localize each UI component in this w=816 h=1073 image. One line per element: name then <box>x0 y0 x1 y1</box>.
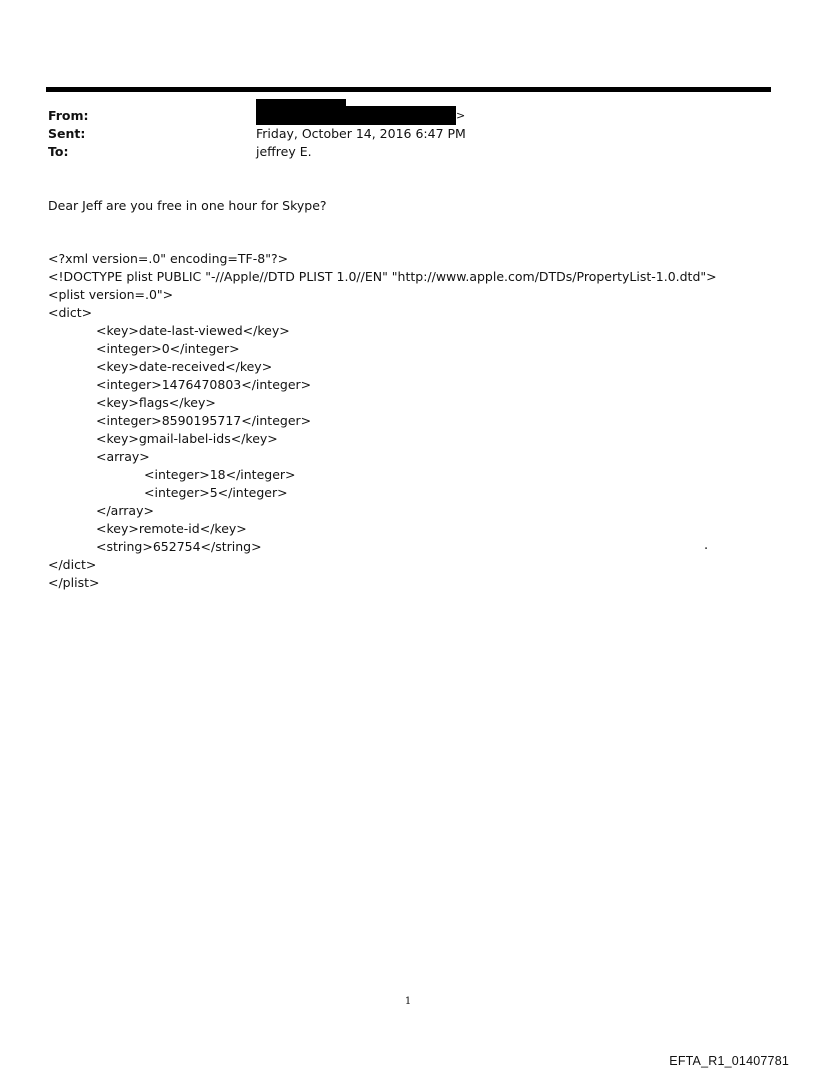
xml-line: <key>date-last-viewed</key> <box>96 323 290 338</box>
xml-line: </array> <box>96 503 154 518</box>
from-label: From: <box>48 108 89 123</box>
xml-line: <key>date-received</key> <box>96 359 273 374</box>
xml-line: <string>652754</string> <box>96 539 262 554</box>
to-value: jeffrey E. <box>256 144 312 159</box>
bates-number: EFTA_R1_01407781 <box>669 1054 789 1068</box>
header-rule <box>46 87 771 92</box>
xml-line: <integer>5</integer> <box>144 485 288 500</box>
sent-value: Friday, October 14, 2016 6:47 PM <box>256 126 466 141</box>
xml-line: <integer>1476470803</integer> <box>96 377 312 392</box>
xml-line: <integer>8590195717</integer> <box>96 413 312 428</box>
message-greeting: Dear Jeff are you free in one hour for Skype? <box>48 198 327 213</box>
from-email-tail: > <box>456 109 466 122</box>
xml-line: <key>gmail-label-ids</key> <box>96 431 278 446</box>
xml-line: <integer>0</integer> <box>96 341 240 356</box>
xml-line: <key>flags</key> <box>96 395 216 410</box>
stray-mark: . <box>704 538 709 553</box>
redaction-block <box>256 99 346 125</box>
xml-line: <dict> <box>48 305 93 320</box>
xml-line: <key>remote-id</key> <box>96 521 247 536</box>
xml-line: </dict> <box>48 557 97 572</box>
redaction-block <box>346 106 456 125</box>
xml-line: </plist> <box>48 575 100 590</box>
xml-line: <array> <box>96 449 150 464</box>
to-label: To: <box>48 144 69 159</box>
xml-line: <integer>18</integer> <box>144 467 296 482</box>
xml-line: <plist version=.0"> <box>48 287 174 302</box>
sent-label: Sent: <box>48 126 86 141</box>
page-number: 1 <box>404 996 412 1007</box>
xml-line: <!DOCTYPE plist PUBLIC "-//Apple//DTD PLIST 1.0//EN" "http://www.apple.com/DTDs/PropertyList-1.0.dtd"> <box>48 269 717 284</box>
xml-line: <?xml version=.0" encoding=TF-8"?> <box>48 251 289 266</box>
